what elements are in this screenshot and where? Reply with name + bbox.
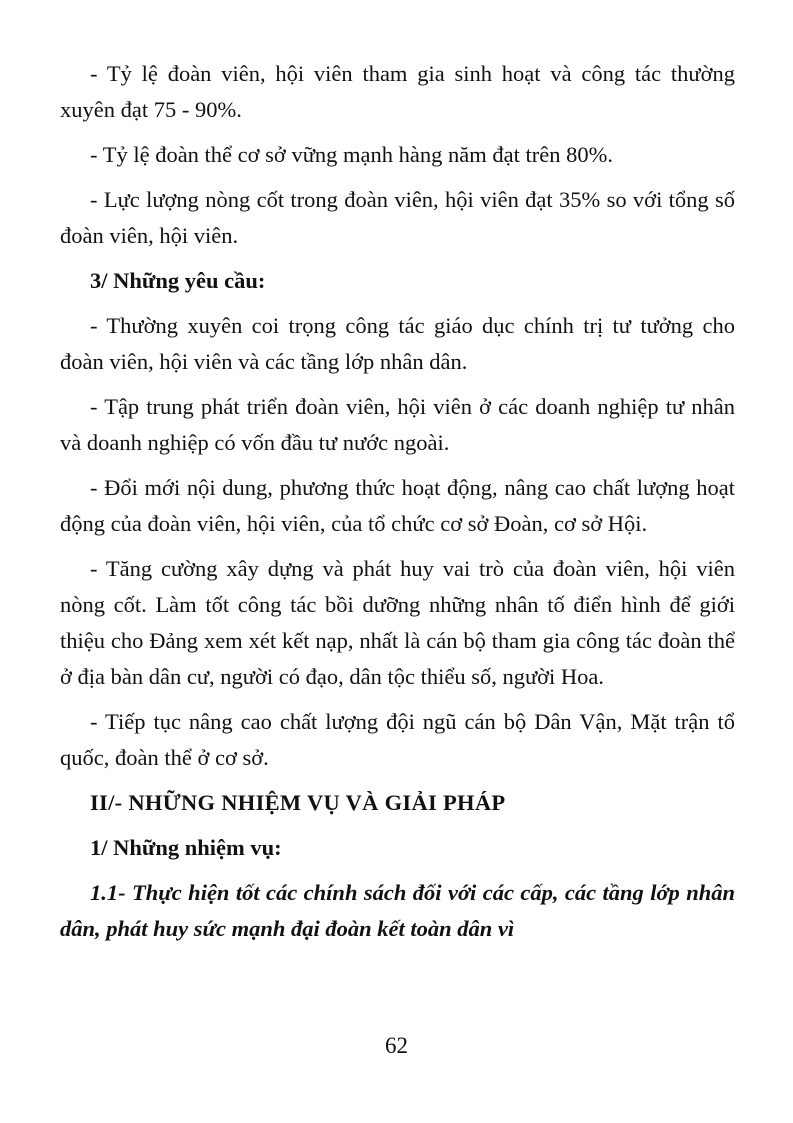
heading-requirements: 3/ Những yêu cầu:: [90, 268, 266, 293]
paragraph-strong-organizations: - Tỷ lệ đoàn thể cơ sở vững mạnh hàng năm đạt trên 80%.: [90, 142, 613, 167]
heading-tasks: 1/ Những nhiệm vụ:: [90, 835, 282, 860]
requirement-item: - Tăng cường xây dựng và phát huy vai trò của đoàn viên, hội viên nòng cốt. Làm tốt công tác bồi dưỡng những nhân tố điển hình để giới thiệu cho Đảng xem xét kết nạp, nhất là cán bộ tham gia công tác đoàn thể ở địa bàn dân cư, người có đạo, dân tộc thiểu số, người Hoa.: [60, 556, 735, 689]
heading-section-ii: II/- NHỮNG NHIỆM VỤ VÀ GIẢI PHÁP: [90, 790, 506, 815]
requirement-item: - Đổi mới nội dung, phương thức hoạt động, nâng cao chất lượng hoạt động của đoàn viên, hội viên, của tổ chức cơ sở Đoàn, cơ sở Hội.: [60, 475, 735, 536]
requirement-item: - Tiếp tục nâng cao chất lượng đội ngũ cán bộ Dân Vận, Mặt trận tổ quốc, đoàn thể ở cơ sở.: [60, 709, 735, 770]
paragraph-core-force: - Lực lượng nòng cốt trong đoàn viên, hội viên đạt 35% so với tổng số đoàn viên, hội viên.: [60, 187, 735, 248]
page-number: 62: [385, 1033, 408, 1058]
page-content: [60, 56, 735, 947]
paragraph-member-participation: - Tỷ lệ đoàn viên, hội viên tham gia sinh hoạt và công tác thường xuyên đạt 75 - 90%.: [60, 61, 735, 122]
requirement-item: - Tập trung phát triển đoàn viên, hội viên ở các doanh nghiệp tư nhân và doanh nghiệp có vốn đầu tư nước ngoài.: [60, 394, 735, 455]
task-1-1-text: 1.1- Thực hiện tốt các chính sách đối với các cấp, các tầng lớp nhân dân, phát huy sức mạnh đại đoàn kết toàn dân vì: [60, 880, 735, 941]
requirement-item: - Thường xuyên coi trọng công tác giáo dục chính trị tư tưởng cho đoàn viên, hội viên và các tầng lớp nhân dân.: [60, 313, 735, 374]
